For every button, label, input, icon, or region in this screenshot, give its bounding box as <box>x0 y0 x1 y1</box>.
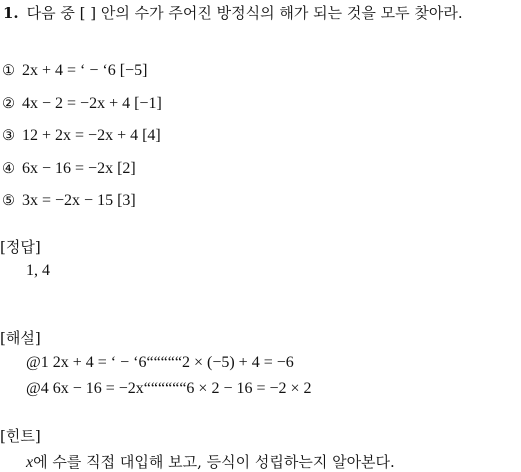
option-marker: ④ <box>2 161 15 177</box>
option-marker: ③ <box>2 128 15 144</box>
option-2 <box>2 95 162 113</box>
explanation-line-2: @4 6x − 16 = −2x““““““6 × 2 − 16 = −2 × 2 <box>26 380 312 397</box>
option-1 <box>2 62 147 80</box>
question-line <box>3 2 463 23</box>
option-3 <box>2 127 161 145</box>
option-expression: 4x − 2 = −2x + 4 [−1] <box>22 95 162 112</box>
explanation-line-1: @1 2x + 4 = ‘ − ‘6“““““2 × (−5) + 4 = −6 <box>26 354 294 371</box>
option-expression: 3x = −2x − 15 [3] <box>22 192 136 209</box>
hint-header: [힌트] <box>0 427 41 445</box>
option-4 <box>2 160 136 178</box>
answer-value: 1, 4 <box>26 262 50 279</box>
option-expression: 6x − 16 = −2x [2] <box>22 160 136 177</box>
hint-text: 에 수를 직접 대입해 보고, 등식이 성립하는지 알아본다. <box>33 453 395 471</box>
answer-header: [정답] <box>0 238 41 256</box>
option-marker: ⑤ <box>2 193 15 209</box>
option-5 <box>2 192 136 210</box>
question-number: 1. <box>3 4 19 22</box>
explanation-header: [해설] <box>0 329 41 347</box>
option-expression: 2x + 4 = ‘ − ‘6 [−5] <box>22 62 148 79</box>
option-expression: 12 + 2x = −2x + 4 [4] <box>22 127 161 144</box>
question-text: 다음 중 [ ] 안의 수가 주어진 방정식의 해가 되는 것을 모두 찾아라. <box>26 4 463 22</box>
option-marker: ① <box>2 63 15 79</box>
hint-variable: x <box>26 454 34 471</box>
option-marker: ② <box>2 96 15 112</box>
hint-line <box>26 451 395 472</box>
